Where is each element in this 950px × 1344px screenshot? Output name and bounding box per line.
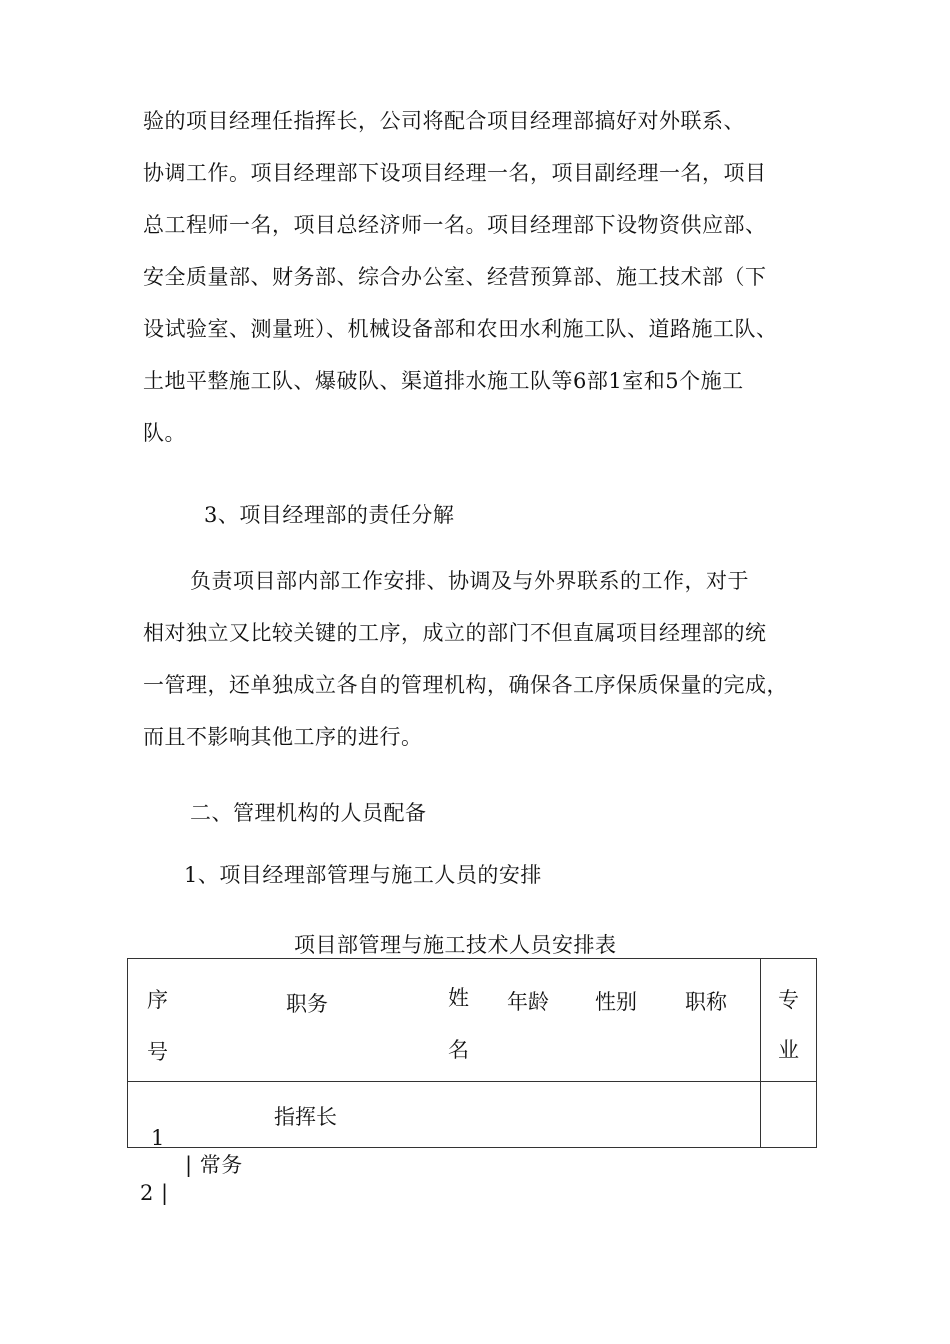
table-fragment-duty: | 常务 xyxy=(185,1153,243,1177)
text-line: 总工程师一名，项目总经济师一名。项目经理部下设物资供应部、 xyxy=(143,213,767,237)
header-duty: 职务 xyxy=(286,992,328,1016)
header-name: 名 xyxy=(448,1038,469,1062)
text-line: 相对独立又比较关键的工序，成立的部门不但直属项目经理部的统 xyxy=(143,621,767,645)
subsection-heading: 1、项目经理部管理与施工人员的安排 xyxy=(184,863,542,887)
text-line: 队。 xyxy=(143,421,186,445)
staff-table xyxy=(127,958,817,1148)
text-line: 而且不影响其他工序的进行。 xyxy=(143,725,423,749)
text-line: 验的项目经理任指挥长，公司将配合项目经理部搞好对外联系、 xyxy=(143,109,745,133)
row1-duty: 指挥长 xyxy=(274,1105,337,1129)
header-seq: 号 xyxy=(147,1040,168,1064)
header-name: 姓 xyxy=(448,986,469,1010)
text-line: 设试验室、测量班）、机械设备部和农田水利施工队、道路施工队、 xyxy=(143,317,778,341)
section-heading: 二、管理机构的人员配备 xyxy=(190,801,427,825)
header-gender: 性别 xyxy=(595,990,637,1014)
header-major: 专 xyxy=(778,988,799,1012)
text-line: 协调工作。项目经理部下设项目经理一名，项目副经理一名，项目 xyxy=(143,161,767,185)
row1-seq: 1 xyxy=(151,1126,165,1150)
table-title: 项目部管理与施工技术人员安排表 xyxy=(294,933,617,957)
table-column-divider xyxy=(760,959,761,1147)
header-major: 业 xyxy=(778,1038,799,1062)
table-fragment-seq: 2 | xyxy=(140,1181,169,1205)
table-row-divider xyxy=(128,1081,816,1082)
text-line: 负责项目部内部工作安排、协调及与外界联系的工作，对于 xyxy=(190,569,749,593)
header-age: 年龄 xyxy=(507,990,549,1014)
heading-responsibility: 3、项目经理部的责任分解 xyxy=(204,503,455,527)
text-line: 安全质量部、财务部、综合办公室、经营预算部、施工技术部（下 xyxy=(143,265,767,289)
header-title: 职称 xyxy=(685,990,727,1014)
text-line: 土地平整施工队、爆破队、渠道排水施工队等6部1室和5个施工 xyxy=(143,369,744,393)
text-line: 一管理，还单独成立各自的管理机构，确保各工序保质保量的完成， xyxy=(143,673,788,697)
header-seq: 序 xyxy=(147,988,168,1012)
